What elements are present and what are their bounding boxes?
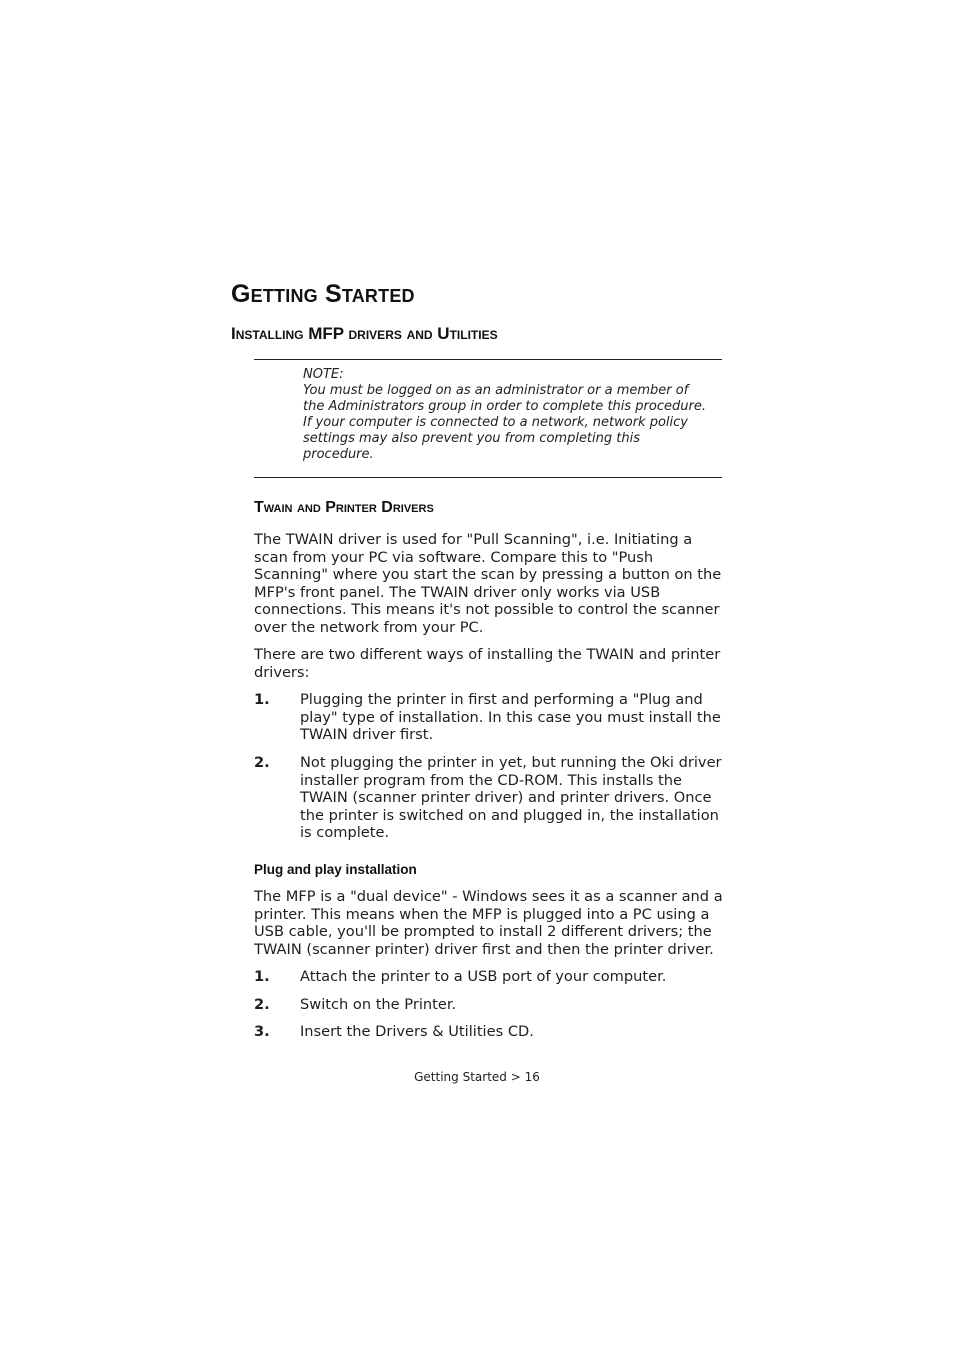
step-text: Insert the Drivers & Utilities CD. [300,1023,534,1040]
list-text: Not plugging the printer in yet, but running the Oki driver installer program from the CD-ROM. This installs the TWAIN (scanner printer driver) and printer drivers. Once the printer is switched on and plugged in, the installation is complete. [300,754,722,842]
note-line: the Administrators group in order to complete this procedure. [303,399,706,414]
step-item [254,996,724,1014]
step-number: 3. [254,1023,270,1040]
note-line: settings may also prevent you from completing this [303,431,640,446]
page-footer: Getting Started > 16 [414,1070,540,1084]
note-bottom-rule [254,477,722,478]
list-number: 1. [254,691,270,708]
step-item [254,968,724,986]
step-text: Attach the printer to a USB port of your computer. [300,968,667,985]
note-line: You must be logged on as an administrator or a member of [303,383,689,398]
page-title: Getting Started [231,280,415,308]
list-number: 2. [254,754,270,771]
list-text: Plugging the printer in first and performing a "Plug and play" type of installation. In this case you must install the TWAIN driver first. [300,691,721,744]
note-box [303,367,713,463]
note-label: NOTE: [303,367,344,382]
step-number: 1. [254,968,270,985]
install-ways-intro: There are two different ways of installing the TWAIN and printer drivers: [254,646,721,681]
plug-and-play-title: Plug and play installation [254,862,417,877]
step-number: 2. [254,996,270,1013]
step-text: Switch on the Printer. [300,996,457,1013]
note-top-rule [254,359,722,360]
subsection-title: Twain and Printer Drivers [254,499,434,516]
list-item [254,691,724,744]
twain-description: The TWAIN driver is used for "Pull Scanning", i.e. Initiating a scan from your PC via software. Compare this to "Push Scanning" where you start the scan by pressing a button on the MFP's front panel. The TWAIN driver only works via USB connections. This means it's not possible to control the scanner over the network from your PC. [254,531,722,636]
note-line: procedure. [303,447,374,462]
step-item [254,1023,724,1041]
section-title: Installing MFP drivers and Utilities [231,324,498,343]
dual-device-description: The MFP is a "dual device" - Windows sees it as a scanner and a printer. This means when the MFP is plugged into a PC using a USB cable, you'll be prompted to install 2 different drivers; the TWAIN (scanner printer) driver first and then the printer driver. [254,888,723,958]
list-item [254,754,724,842]
note-line: If your computer is connected to a network, network policy [303,415,688,430]
